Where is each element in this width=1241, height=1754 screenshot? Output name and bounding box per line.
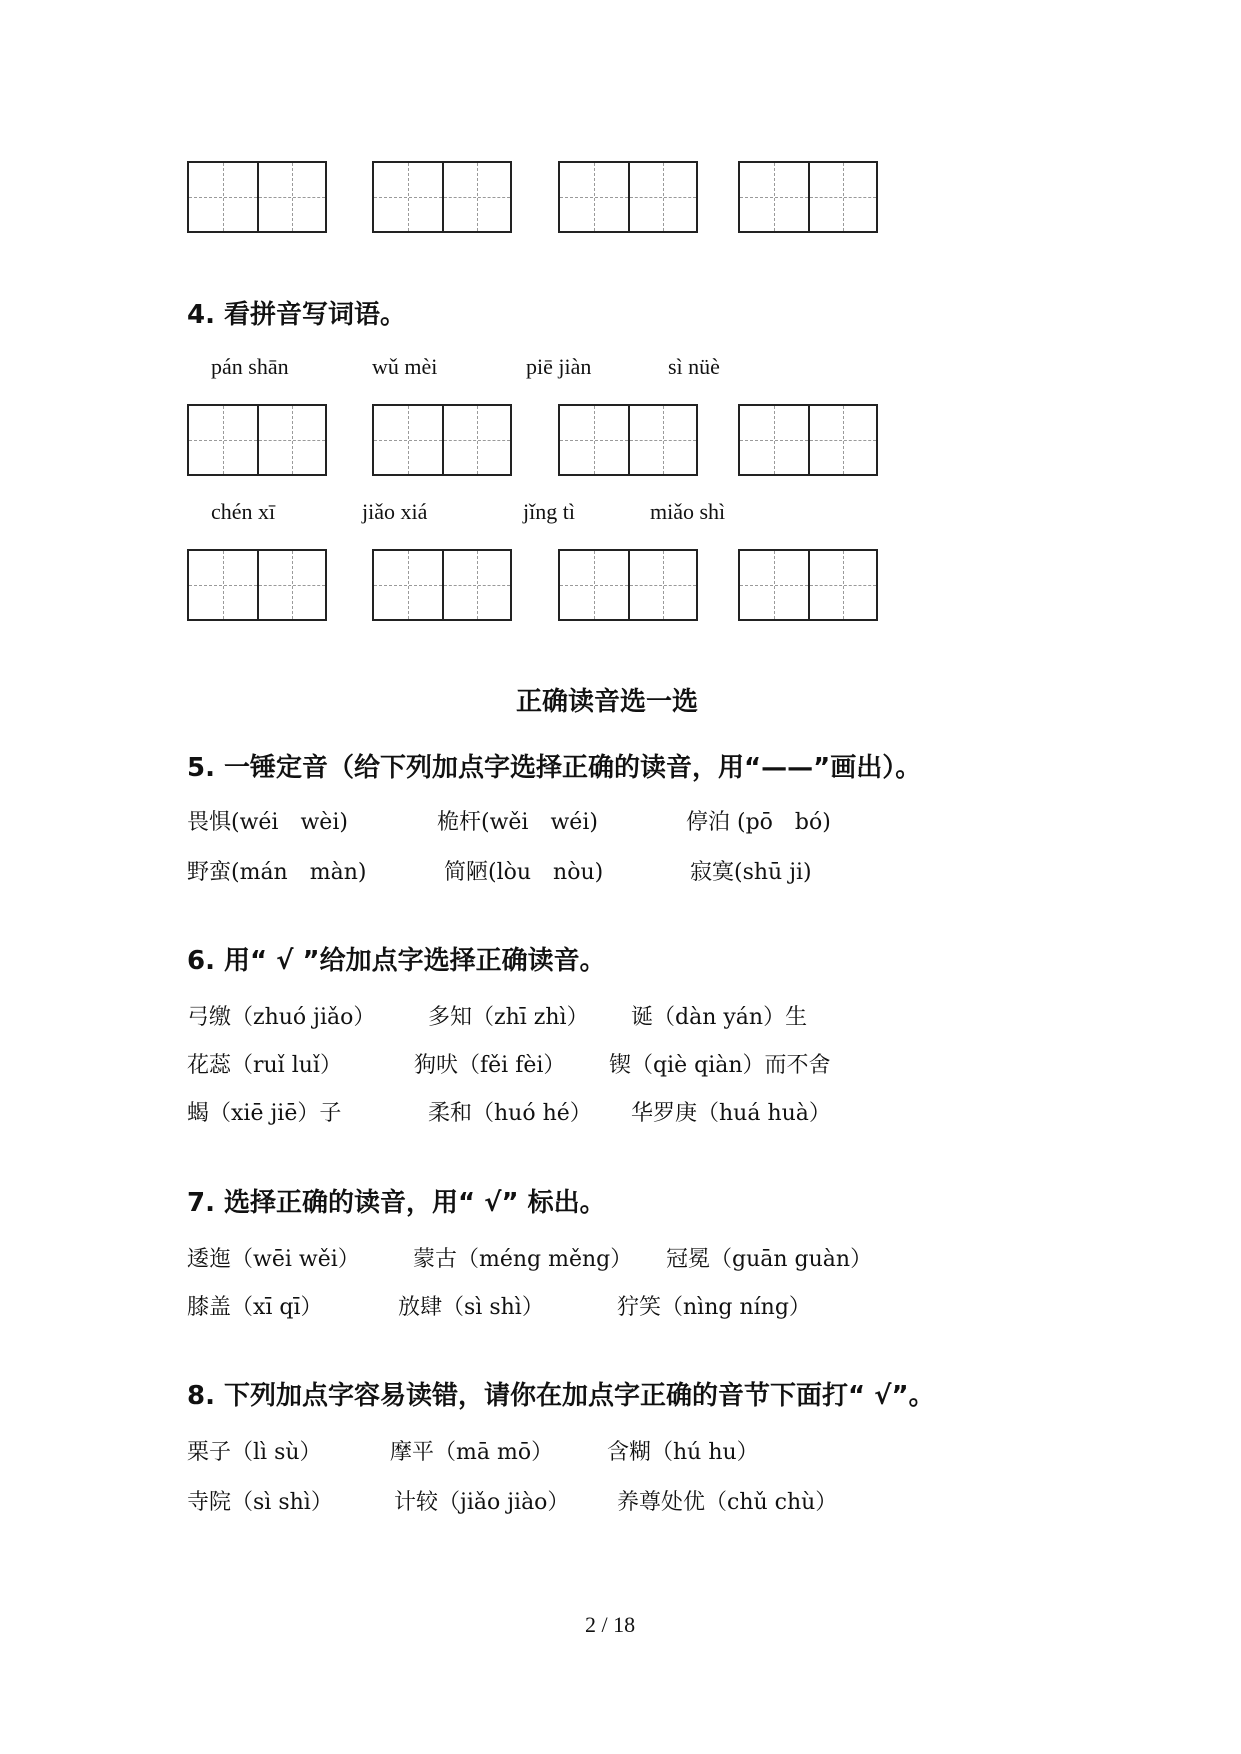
pinyin-label: jǐng tì: [523, 499, 575, 524]
q7-item: 蒙古（méng měng）: [413, 1247, 633, 1272]
q6-heading: 6. 用“ √ ”给加点字选择正确读音。: [187, 946, 606, 976]
q5-heading: 5. 一锤定音（给下列加点字选择正确的读音，用“——”画出）。: [187, 753, 922, 783]
pinyin-label: miǎo shì: [650, 499, 726, 524]
q7-item: 逶迤（wēi wěi）: [187, 1247, 360, 1272]
q5-item: 简陋(lòu nòu): [444, 860, 604, 885]
answer-box[interactable]: [738, 161, 878, 233]
page-number: 2 / 18: [585, 1612, 636, 1637]
answer-box[interactable]: [558, 161, 698, 233]
q7-item: 放肆（sì shì）: [398, 1295, 544, 1320]
q6-item: 蝎（xiē jiē）子: [187, 1101, 342, 1126]
pinyin-label: jiǎo xiá: [362, 499, 428, 524]
section-title: 正确读音选一选: [516, 687, 699, 717]
q8-item: 计较（jiǎo jiào）: [394, 1490, 570, 1515]
pinyin-label: chén xī: [211, 499, 276, 524]
answer-box[interactable]: [738, 549, 878, 621]
q5-item: 停泊 (pō bó): [686, 810, 831, 835]
q7-item: 狞笑（nìng níng）: [617, 1295, 811, 1320]
q8-item: 养尊处优（chǔ chù）: [617, 1490, 838, 1515]
answer-box[interactable]: [187, 404, 327, 476]
q7-item: 膝盖（xī qī）: [187, 1295, 323, 1320]
q8-heading: 8. 下列加点字容易读错，请你在加点字正确的音节下面打“ √”。: [187, 1381, 935, 1411]
answer-box[interactable]: [372, 549, 512, 621]
q4-heading: 4. 看拼音写词语。: [187, 300, 407, 330]
q7-heading: 7. 选择正确的读音，用“ √” 标出。: [187, 1188, 606, 1218]
q6-item: 花蕊（ruǐ luǐ）: [187, 1053, 342, 1078]
pinyin-label: wǔ mèi: [372, 354, 438, 379]
answer-box[interactable]: [372, 404, 512, 476]
answer-box[interactable]: [372, 161, 512, 233]
pinyin-label: sì nüè: [668, 354, 720, 379]
answer-box[interactable]: [558, 549, 698, 621]
q6-item: 柔和（huó hé）: [428, 1101, 592, 1126]
q8-item: 含糊（hú hu）: [607, 1440, 759, 1465]
q6-item: 多知（zhī zhì）: [428, 1005, 589, 1030]
answer-box[interactable]: [558, 404, 698, 476]
q5-item: 桅杆(wěi wéi): [437, 810, 598, 835]
answer-box[interactable]: [738, 404, 878, 476]
q6-item: 锲（qiè qiàn）而不舍: [609, 1053, 831, 1078]
answer-box[interactable]: [187, 549, 327, 621]
q8-item: 摩平（mā mō）: [390, 1440, 554, 1465]
q6-item: 华罗庚（huá huà）: [631, 1101, 831, 1126]
answer-box[interactable]: [187, 161, 327, 233]
q8-item: 寺院（sì shì）: [187, 1490, 333, 1515]
q5-item: 畏惧(wéi wèi): [187, 810, 348, 835]
pinyin-label: piē jiàn: [526, 354, 592, 379]
q8-item: 栗子（lì sù）: [187, 1440, 322, 1465]
q6-item: 诞（dàn yán）生: [631, 1005, 808, 1030]
q5-item: 寂寞(shū ji): [690, 860, 812, 885]
q6-item: 弓缴（zhuó jiǎo）: [187, 1005, 376, 1030]
q6-item: 狗吠（fěi fèi）: [414, 1053, 566, 1078]
q7-item: 冠冕（guān guàn）: [666, 1247, 873, 1272]
pinyin-label: pán shān: [211, 354, 289, 379]
q5-item: 野蛮(mán màn): [187, 860, 367, 885]
